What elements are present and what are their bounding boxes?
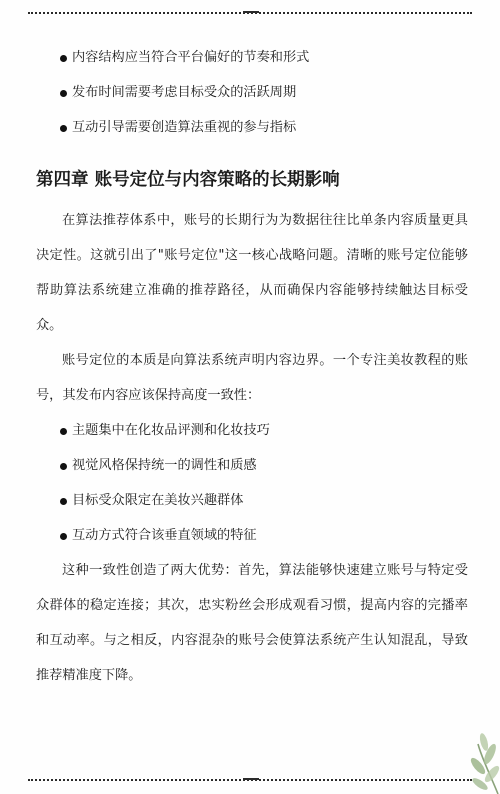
top-center-mark — [243, 11, 259, 13]
list-item: 目标受众限定在美妆兴趣群体 — [36, 483, 468, 518]
bullet-dot-icon — [60, 463, 67, 470]
bullet-list-middle — [36, 413, 468, 553]
paragraph: 账号定位的本质是向算法系统声明内容边界。一个专注美妆教程的账号，其发布内容应该保持高度一致性： — [36, 353, 468, 403]
list-item: 互动引导需要创造算法重视的参与指标 — [36, 110, 468, 145]
list-item: 视觉风格保持统一的调性和质感 — [36, 448, 468, 483]
bullet-dot-icon — [60, 533, 67, 540]
bullet-dot-icon — [60, 90, 67, 97]
bullet-dot-icon — [60, 55, 67, 62]
bullet-dot-icon — [60, 428, 67, 435]
bullet-list-top — [36, 40, 468, 145]
list-item: 主题集中在化妆品评测和化妆技巧 — [36, 413, 468, 448]
page-content — [36, 40, 468, 693]
paragraph: 在算法推荐体系中，账号的长期行为为数据往往比单条内容质量更具决定性。这就引出了"账号定位"这一核心战略问题。清晰的账号定位能够帮助算法系统建立准确的推荐路径，从而确保内容能够持续触达目标受众。 — [36, 213, 468, 333]
paragraph: 这种一致性创造了两大优势：首先，算法能够快速建立账号与特定受众群体的稳定连接；其次，忠实粉丝会形成观看习惯，提高内容的完播率和互动率。与之相反，内容混杂的账号会使算法系统产生认知混乱，导致推荐精准度下降。 — [36, 563, 468, 683]
list-item: 发布时间需要考虑目标受众的活跃周期 — [36, 75, 468, 110]
bottom-center-mark — [243, 778, 259, 780]
bullet-dot-icon — [60, 498, 67, 505]
leaf-decoration-icon — [420, 714, 500, 794]
bullet-dot-icon — [60, 125, 67, 132]
list-item: 内容结构应当符合平台偏好的节奏和形式 — [36, 40, 468, 75]
list-item: 互动方式符合该垂直领域的特征 — [36, 518, 468, 553]
chapter-heading: 第四章 账号定位与内容策略的长期影响 — [36, 170, 340, 190]
